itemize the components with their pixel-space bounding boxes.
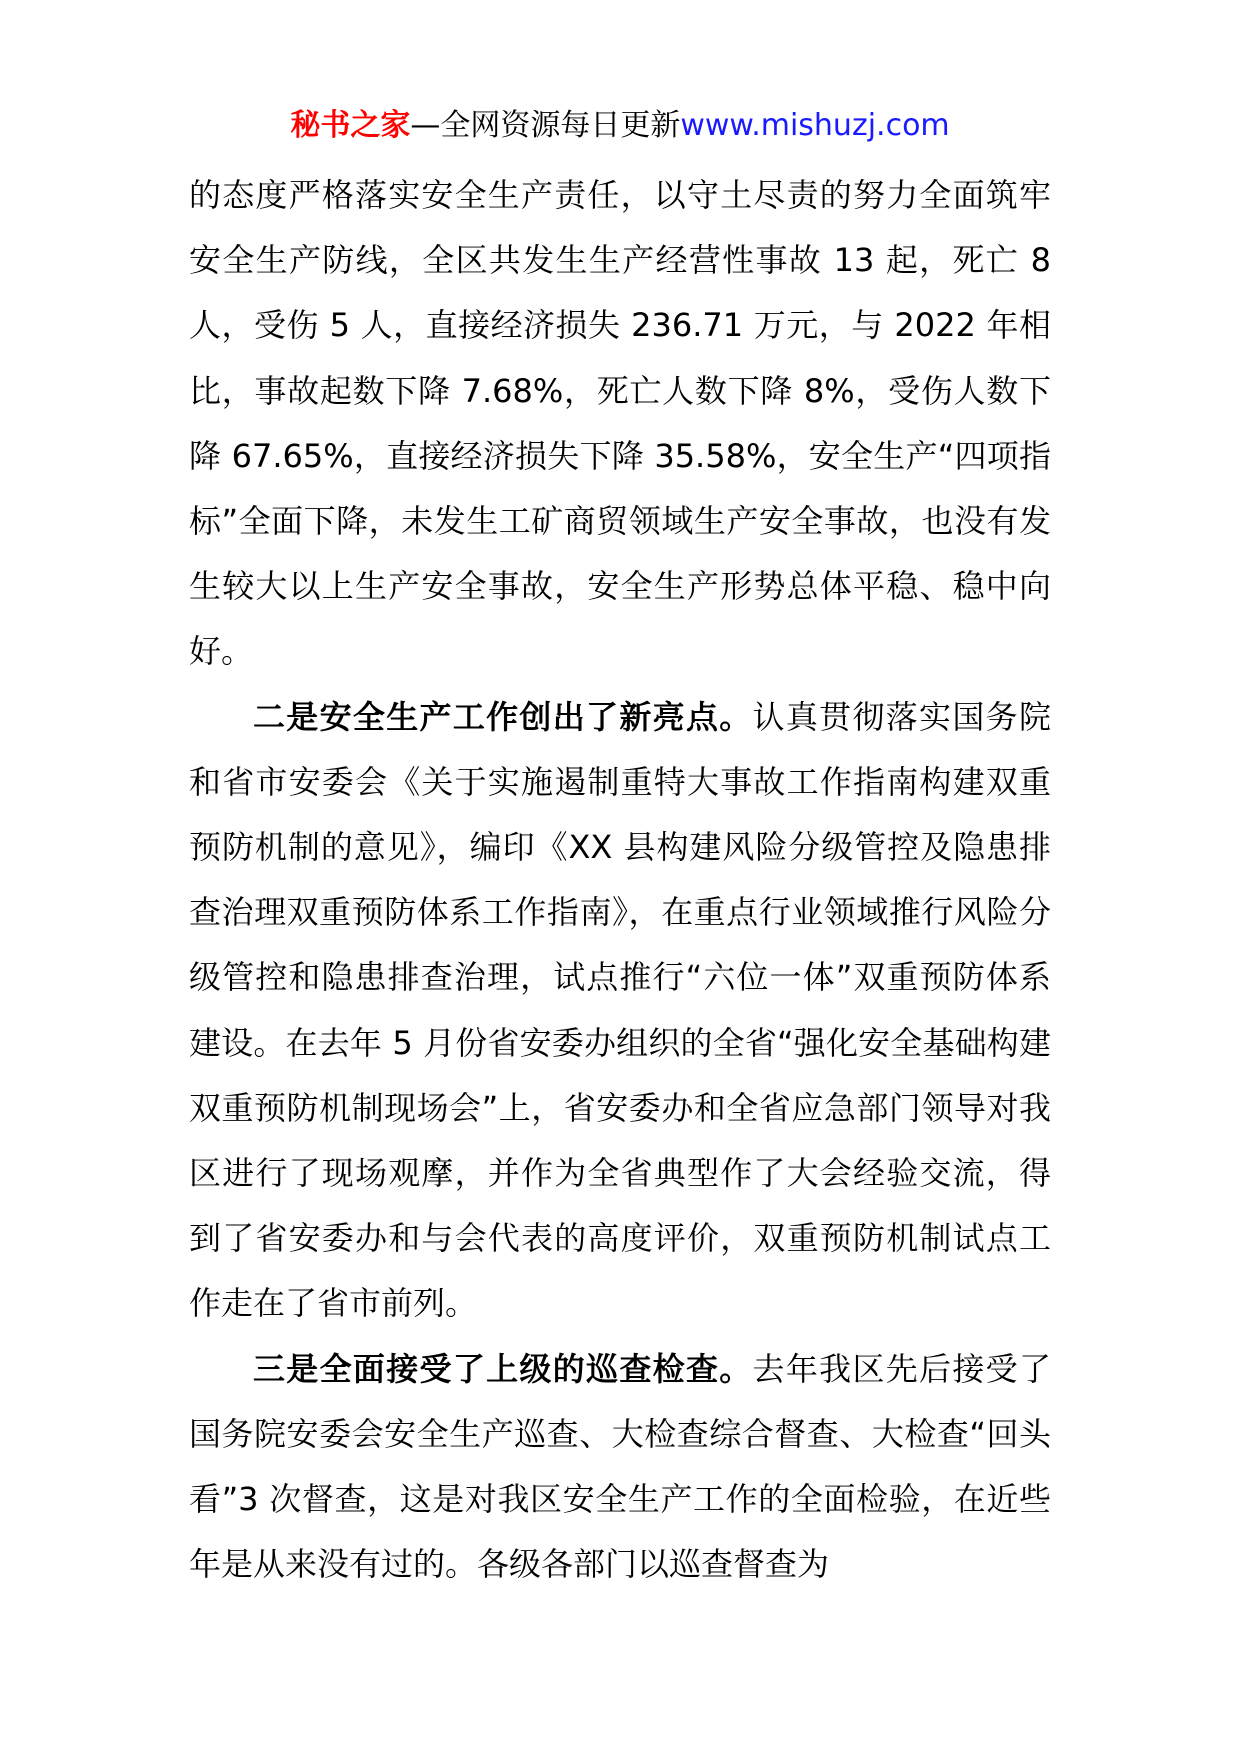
paragraph-point-three — [189, 1337, 1051, 1598]
header-brand: 秘书之家 — [290, 108, 411, 143]
paragraph-point-two — [189, 685, 1051, 1337]
paragraph-lead-heading: 三是全面接受了上级的巡查检查。 — [253, 1349, 753, 1388]
paragraph-text: 去年我区先后接受了国务院安委会安全生产巡查、大检查综合督查、大检查“回头看”3 次督查，这是对我区安全生产工作的全面检验，在近些年是从来没有过的。各级各部门以巡查督查为 — [189, 1349, 1051, 1584]
document-body — [189, 163, 1051, 1597]
page-header — [0, 100, 1240, 152]
paragraph-text: 认真贯彻落实国务院和省市安委会《关于实施遏制重特大事故工作指南构建双重预防机制的意见》，编印《XX 县构建风险分级管控及隐患排查治理双重预防体系工作指南》，在重点行业领域推行风险分级管控和隐患排查治理，试点推行“六位一体”双重预防体系建设。在去年 5 月份省安委办组织的全省“强化安全基础构建双重预防机制现场会”上，省安委办和全省应急部门领导对我区进行了现场观摩，并作为全省典型作了大会经验交流，得到了省安委办和与会代表的高度评价，双重预防机制试点工作走在了省市前列。 — [189, 697, 1051, 1323]
paragraph-text: 的态度严格落实安全生产责任，以守土尽责的努力全面筑牢安全生产防线，全区共发生生产经营性事故 13 起，死亡 8 人，受伤 5 人，直接经济损失 236.71 万元，与 2022 年相比，事故起数下降 7.68%，死亡人数下降 8%，受伤人数下降 67.65%，直接经济损失下降 35.58%，安全生产“四项指标”全面下降，未发生工矿商贸领域生产安全事故，也没有发生较大以上生产安全事故，安全生产形势总体平稳、稳中向好。 — [189, 176, 1051, 671]
paragraph-continuation — [189, 163, 1051, 685]
paragraph-lead-heading: 二是安全生产工作创出了新亮点。 — [253, 697, 753, 736]
header-url-link[interactable]: www.mishuzj.com — [680, 108, 950, 143]
header-tagline: —全网资源每日更新 — [410, 108, 681, 143]
